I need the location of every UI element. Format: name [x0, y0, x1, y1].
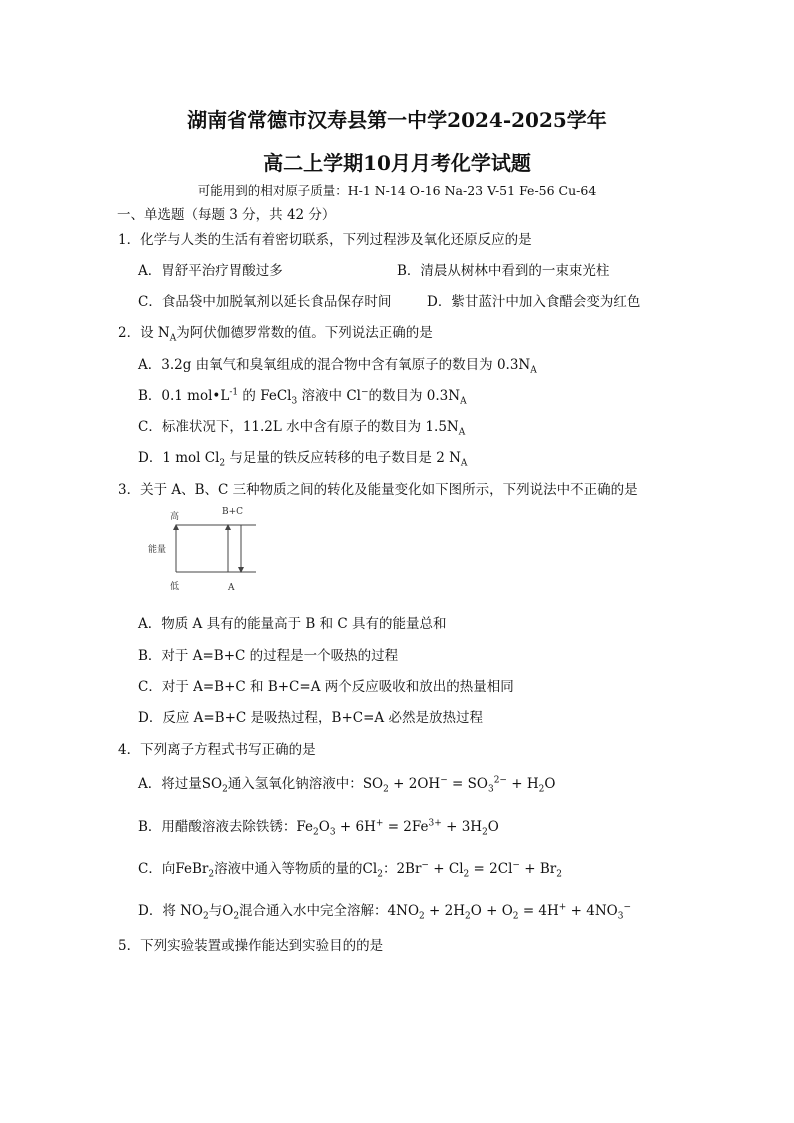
- q3-option-c: C．对于 A=B+C 和 B+C=A 两个反应吸收和放出的热量相同: [138, 679, 514, 695]
- q5-stem: 5．下列实验装置或操作能达到实验目的的是: [118, 938, 384, 954]
- q1-option-d: D．紫甘蓝汁中加入食醋会变为红色: [427, 294, 641, 310]
- q2-option-d: D．1 mol $Cl_2$ 与足量的铁反应转移的电子数目是 2 $N_A$: [138, 450, 468, 469]
- diagram-top-label: B+C: [222, 507, 244, 517]
- q4-option-b: B．用醋酸溶液去除铁锈：$Fe_2O_3 + 6H^+ = 2Fe^{3+} + 3H_2O$: [138, 818, 499, 838]
- atomic-masses-note: 可能用到的相对原子质量：H-1 N-14 O-16 Na-23 V-51 Fe-56 Cu-64: [197, 183, 597, 198]
- exam-title-line2: 高二上学期10月月考化学试题: [263, 151, 531, 175]
- q4-option-d: D．将 $NO_2$与$O_2$混合通入水中完全溶解：$4NO_2 + 2H_2O + O_2 = 4H^+ + 4NO_3^-$: [138, 902, 631, 922]
- q1-option-b: B．清晨从树林中看到的一束束光柱: [397, 263, 610, 279]
- q1-option-a: A．胃舒平治疗胃酸过多: [138, 263, 283, 279]
- q3-option-d: D．反应 A=B+C 是吸热过程，B+C=A 必然是放热过程: [138, 710, 483, 726]
- diagram-high-label: 高: [170, 512, 180, 522]
- q4-stem: 4．下列离子方程式书写正确的是: [118, 742, 316, 758]
- q1-option-c: C．食品袋中加脱氧剂以延长食品保存时间: [138, 294, 392, 310]
- q4-option-a: A．将过量$SO_2$通入氢氧化钠溶液中：$SO_2 + 2OH^- = SO_3^{2-} + H_2O$: [138, 775, 556, 795]
- q3-stem: 3．关于 A、B、C 三种物质之间的转化及能量变化如下图所示，下列说法中不正确的是: [118, 482, 638, 498]
- section-heading: 一、单选题（每题 3 分，共 42 分）: [117, 207, 336, 223]
- energy-diagram: [148, 504, 258, 596]
- exam-title-line1: 湖南省常德市汉寿县第一中学2024-2025学年: [187, 108, 607, 132]
- diagram-bottom-label: A: [228, 583, 235, 593]
- q3-option-a: A．物质 A 具有的能量高于 B 和 C 具有的能量总和: [138, 616, 447, 632]
- q4-option-c: C．向FeBr$_2$溶液中通入等物质的量的$Cl_2$：$2Br^- + Cl_2 = 2Cl^- + Br_2$: [138, 860, 562, 880]
- q2-option-c: C．标准状况下，11.2L 水中含有原子的数目为 $1.5N_A$: [138, 419, 466, 438]
- diagram-low-label: 低: [170, 582, 180, 592]
- diagram-axis-label: 能量: [148, 545, 167, 555]
- q2-option-b: B．0.1 $mol•L^{-1}$ 的 FeCl$_3$ 溶液中 Cl−的数目为 $0.3N_A$: [138, 387, 467, 407]
- q2-stem: 2．设 $N_A$为阿伏伽德罗常数的值。下列说法正确的是: [118, 325, 433, 344]
- q3-option-b: B．对于 A=B+C 的过程是一个吸热的过程: [138, 648, 399, 664]
- q1-stem: 1．化学与人类的生活有着密切联系，下列过程涉及氧化还原反应的是: [118, 232, 532, 248]
- q2-option-a: A．3.2g 由氧气和臭氧组成的混合物中含有氧原子的数目为 $0.3N_A$: [138, 357, 537, 376]
